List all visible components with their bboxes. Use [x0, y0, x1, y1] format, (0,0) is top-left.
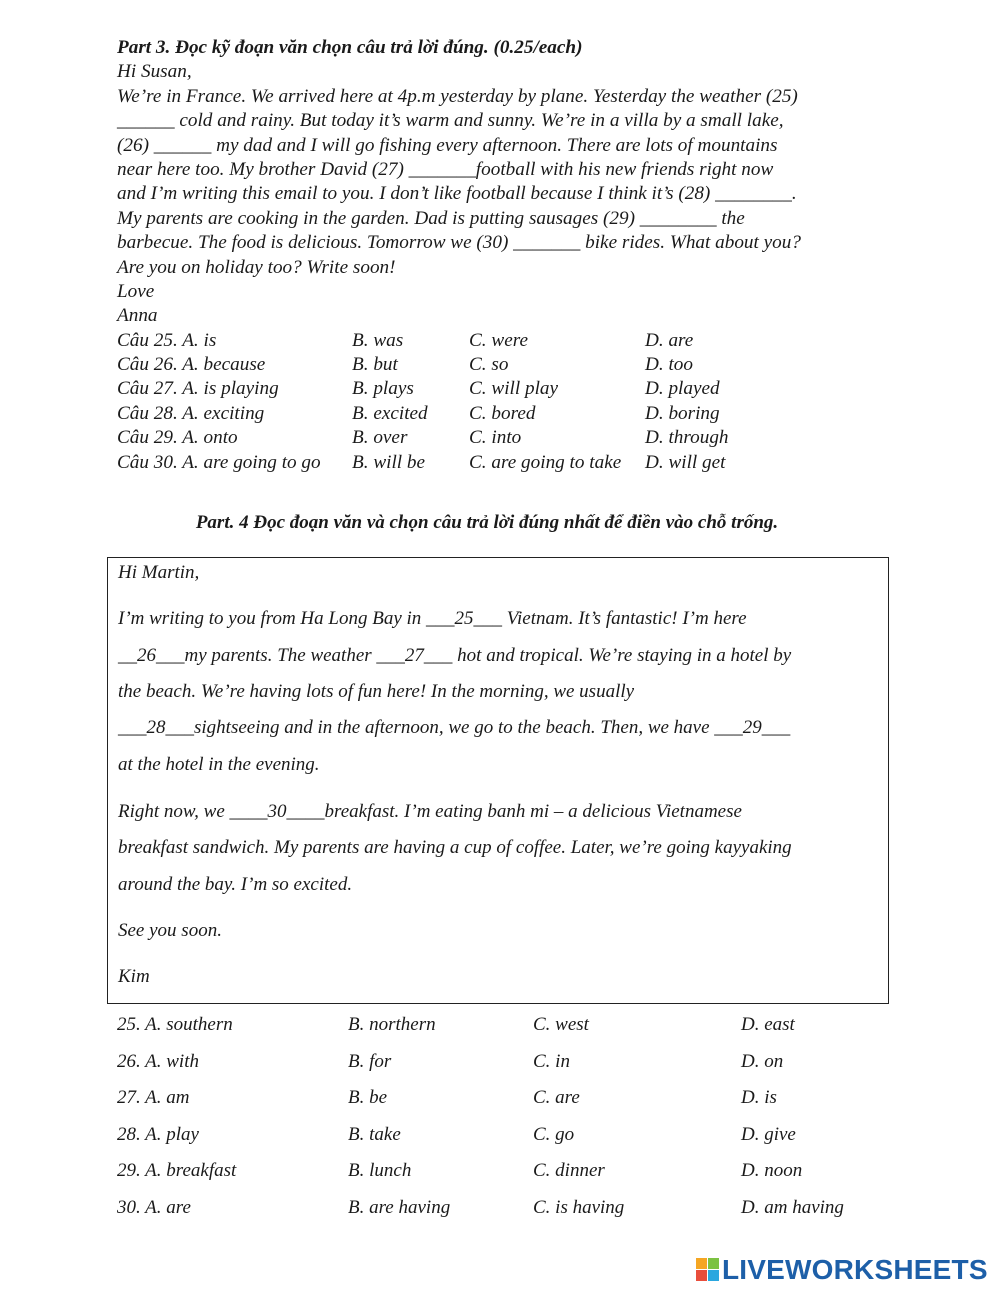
option-a[interactable]: 28. A. play	[117, 1123, 199, 1145]
part3-letter-line: (26) ______ my dad and I will go fishing every afternoon. There are lots of mountains	[117, 134, 778, 156]
option-a[interactable]: Câu 29. A. onto	[117, 427, 238, 449]
part3-letter-line: We’re in France. We arrived here at 4p.m yesterday by plane. Yesterday the weather (25)	[117, 85, 798, 107]
option-b[interactable]: B. plays	[352, 378, 414, 400]
option-a[interactable]: Câu 28. A. exciting	[117, 402, 265, 424]
part4-letter-line: Right now, we ____30____breakfast. I’m eating banh mi – a delicious Vietnamese	[118, 801, 742, 822]
option-d[interactable]: D. will get	[645, 451, 726, 473]
option-b[interactable]: B. are having	[348, 1196, 451, 1218]
part4-question-row	[117, 1087, 917, 1124]
option-c[interactable]: C. were	[469, 329, 528, 351]
part3-question-row	[117, 402, 897, 426]
option-d[interactable]: D. played	[645, 378, 720, 400]
option-c[interactable]: C. are	[533, 1087, 580, 1109]
option-d[interactable]: D. too	[645, 354, 693, 376]
part3-letter-line: barbecue. The food is delicious. Tomorrow we (30) _______ bike rides. What about you?	[117, 232, 801, 254]
option-a[interactable]: 29. A. breakfast	[117, 1160, 237, 1182]
option-c[interactable]: C. bored	[469, 402, 536, 424]
option-c[interactable]: C. will play	[469, 378, 559, 400]
part3-letter-line: Hi Susan,	[117, 61, 192, 83]
option-b[interactable]: B. take	[348, 1123, 401, 1145]
option-d[interactable]: D. through	[645, 427, 729, 449]
option-c[interactable]: C. go	[533, 1123, 575, 1145]
part4-letter-line: the beach. We’re having lots of fun here! In the morning, we usually	[118, 681, 635, 702]
option-a[interactable]: 27. A. am	[117, 1087, 190, 1109]
option-a[interactable]: 30. A. are	[117, 1196, 191, 1218]
part4-letter-line: ___28___sightseeing and in the afternoon, we go to the beach. Then, we have ___29___	[118, 717, 791, 738]
part4-questions	[117, 1014, 917, 1234]
part3-letter-line: ______ cold and rainy. But today it’s warm and sunny. We’re in a villa by a small lake,	[117, 110, 784, 132]
part4-question-row	[117, 1160, 917, 1197]
part3-question-row	[117, 377, 897, 401]
option-d[interactable]: D. are	[645, 329, 694, 351]
option-c[interactable]: C. west	[533, 1014, 589, 1035]
option-d[interactable]: D. noon	[741, 1160, 803, 1182]
part4-letter-line: around the bay. I’m so excited.	[118, 874, 353, 895]
part3-letter-line: near here too. My brother David (27) _______football with his new friends right now	[117, 158, 774, 180]
option-a[interactable]: Câu 25. A. is	[117, 329, 217, 351]
option-b[interactable]: B. northern	[348, 1014, 436, 1035]
option-c[interactable]: C. is having	[533, 1196, 625, 1218]
part4-letter-line: Kim	[118, 966, 150, 987]
logo-text: LIVEWORKSHEETS	[722, 1254, 988, 1285]
option-d[interactable]: D. is	[741, 1087, 777, 1109]
option-d[interactable]: D. east	[741, 1014, 795, 1035]
part4-title: Part. 4 Đọc đoạn văn và chọn câu trả lời đúng nhất để điền vào chỗ trống.	[195, 512, 779, 533]
part4-letter-line: See you soon.	[118, 920, 222, 941]
part4-letter-line: __26___my parents. The weather ___27___ hot and tropical. We’re staying in a hotel by	[118, 645, 792, 666]
option-c[interactable]: C. are going to take	[469, 451, 622, 473]
part3-letter-line: Anna	[117, 305, 158, 327]
part4-letter-line: I’m writing to you from Ha Long Bay in ___25___ Vietnam. It’s fantastic! I’m here	[118, 608, 747, 629]
option-c[interactable]: C. in	[533, 1050, 570, 1072]
part3-question-row	[117, 329, 897, 353]
part3-letter-line: My parents are cooking in the garden. Dad is putting sausages (29) ________ the	[117, 207, 745, 229]
part3-letter-line: Are you on holiday too? Write soon!	[117, 256, 396, 278]
option-d[interactable]: D. am having	[741, 1196, 844, 1218]
option-c[interactable]: C. so	[469, 354, 509, 376]
part3-question-row	[117, 426, 897, 450]
option-a[interactable]: Câu 30. A. are going to go	[117, 451, 321, 473]
part3-letter-line: Love	[117, 280, 155, 302]
option-b[interactable]: B. over	[352, 427, 408, 449]
option-b[interactable]: B. but	[352, 354, 398, 376]
option-b[interactable]: B. excited	[352, 402, 428, 424]
liveworksheets-logo[interactable]	[696, 1253, 988, 1287]
option-a[interactable]: Câu 26. A. because	[117, 354, 266, 376]
part4-letter-line: breakfast sandwich. My parents are having a cup of coffee. Later, we’re going kayyaking	[118, 837, 792, 858]
part4-letter-line: at the hotel in the evening.	[118, 754, 320, 775]
option-a[interactable]: 26. A. with	[117, 1050, 199, 1072]
part4-question-row	[117, 1014, 917, 1051]
liveworksheets-logo-icon	[696, 1258, 720, 1282]
option-b[interactable]: B. for	[348, 1050, 392, 1072]
part4-question-row	[117, 1051, 917, 1088]
option-d[interactable]: D. on	[741, 1050, 784, 1072]
option-c[interactable]: C. into	[469, 427, 522, 449]
part3-question-row	[117, 451, 897, 475]
part4-question-row	[117, 1124, 917, 1161]
option-c[interactable]: C. dinner	[533, 1160, 605, 1182]
option-d[interactable]: D. give	[741, 1123, 796, 1145]
option-d[interactable]: D. boring	[645, 402, 720, 424]
option-b[interactable]: B. lunch	[348, 1160, 412, 1182]
option-a[interactable]: Câu 27. A. is playing	[117, 378, 279, 400]
part4-letter-line: Hi Martin,	[118, 562, 200, 583]
option-b[interactable]: B. was	[352, 329, 404, 351]
part3-section	[117, 36, 897, 475]
part3-letter-line: and I’m writing this email to you. I don’t like football because I think it’s (28) ________.	[117, 183, 797, 205]
option-b[interactable]: B. will be	[352, 451, 426, 473]
part3-question-row	[117, 353, 897, 377]
option-b[interactable]: B. be	[348, 1087, 388, 1109]
part4-letter-box	[107, 557, 889, 1004]
part4-question-row	[117, 1197, 917, 1234]
part3-title: Part 3. Đọc kỹ đoạn văn chọn câu trả lời đúng. (0.25/each)	[117, 37, 583, 58]
option-a[interactable]: 25. A. southern	[117, 1014, 233, 1035]
